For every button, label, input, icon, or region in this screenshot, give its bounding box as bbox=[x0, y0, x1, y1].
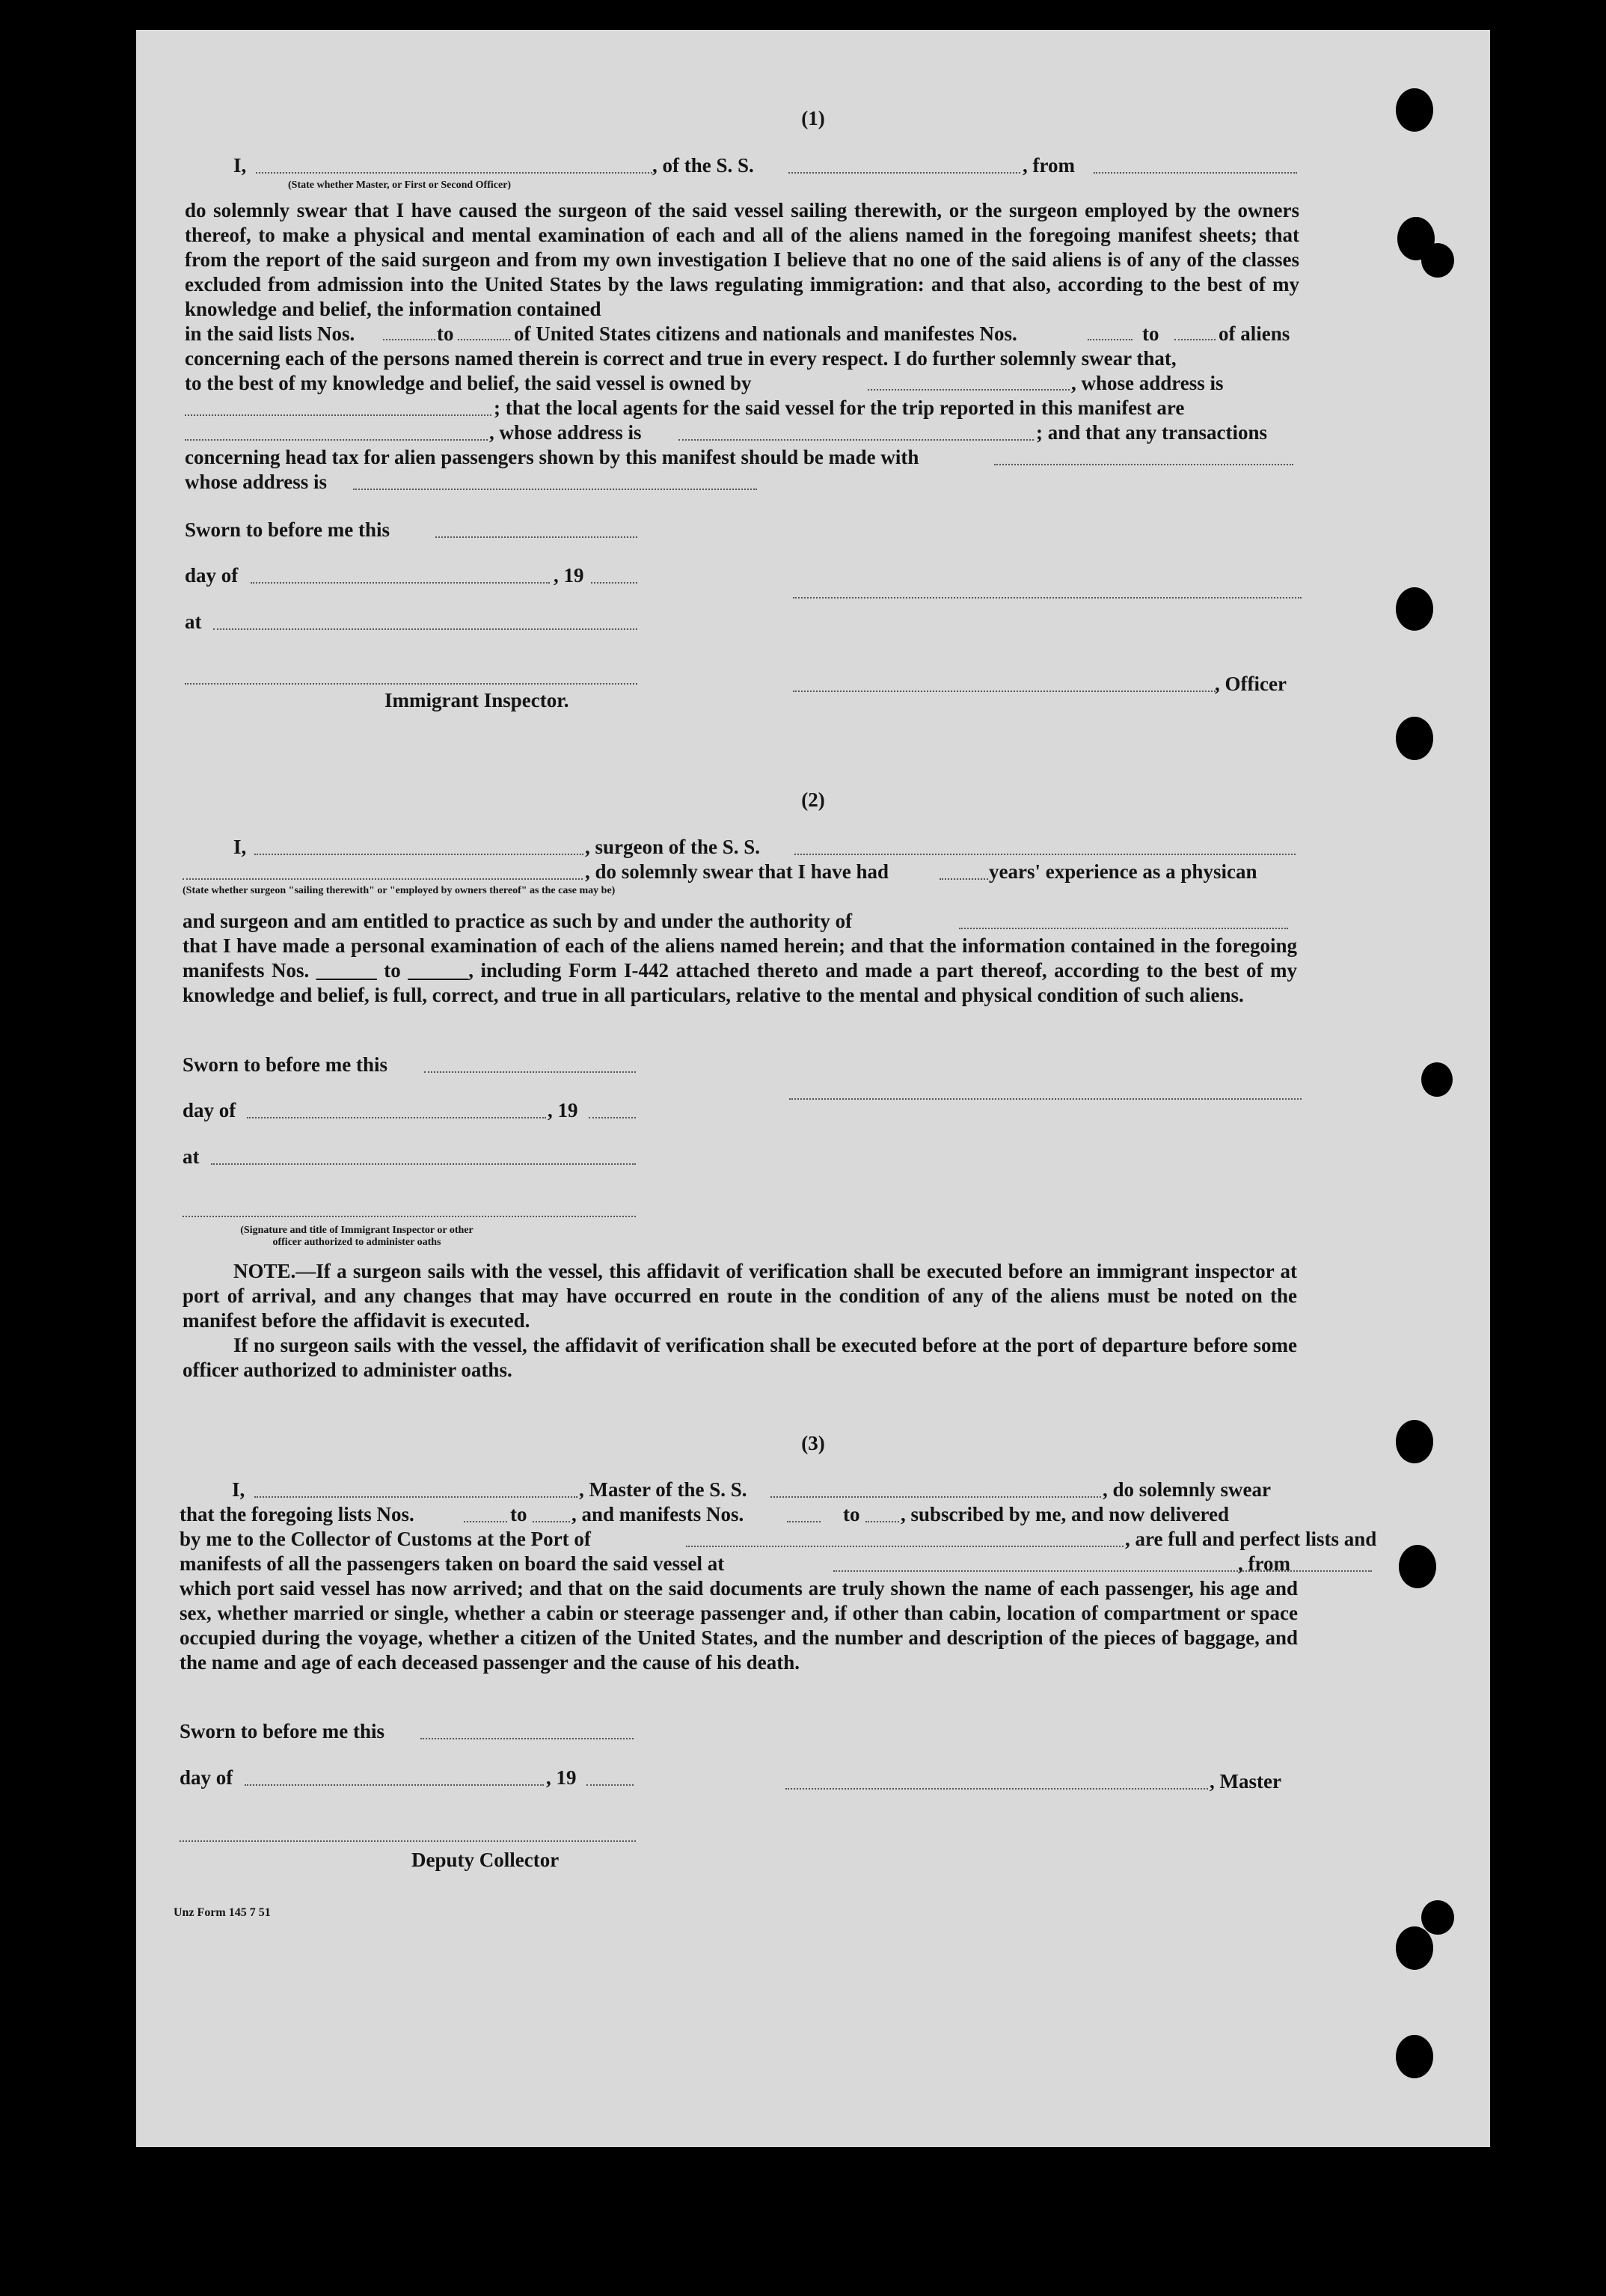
s1-body-b: concerning each of the persons named therein is correct and true in every respect. I do further solemnly swear that, bbox=[185, 347, 1177, 370]
s1-from-field[interactable] bbox=[1094, 172, 1297, 174]
s3-line2-b: to bbox=[510, 1503, 527, 1525]
s1-agents-field[interactable] bbox=[185, 439, 488, 441]
s2-sworn-field[interactable] bbox=[424, 1071, 636, 1073]
binder-hole bbox=[1399, 1545, 1436, 1588]
s2-years-field[interactable] bbox=[940, 878, 988, 880]
s2-line2-a: , do solemnly swear that I have had bbox=[585, 860, 889, 883]
s1-headtax-line: concerning head tax for alien passengers shown by this manifest should be made with bbox=[185, 446, 919, 468]
s1-lists-to-field[interactable] bbox=[458, 339, 510, 340]
s1-day-field[interactable] bbox=[251, 582, 550, 584]
s2-vessel-name-field[interactable] bbox=[794, 854, 1296, 855]
s2-sig-note: (Signature and title of Immigrant Inspector or other officer authorized to administer oaths bbox=[240, 1225, 473, 1248]
s2-sworn-label: Sworn to before me this bbox=[183, 1053, 387, 1076]
s1-agents-line: ; that the local agents for the said vessel for the trip reported in this manifest are bbox=[494, 397, 1185, 419]
s1-lists-e: of aliens bbox=[1219, 322, 1290, 345]
s3-lists-to-field[interactable] bbox=[533, 1521, 570, 1522]
s2-day-field[interactable] bbox=[247, 1117, 546, 1118]
s3-line3-a: by me to the Collector of Customs at the Port of bbox=[180, 1528, 591, 1550]
s2-line2-b: years' experience as a physican bbox=[989, 860, 1257, 883]
s1-headtax-field[interactable] bbox=[994, 464, 1293, 465]
s2-body: that I have made a personal examination of each of the aliens named herein; and that the information contained in the foregoing manifests Nos. ______ to ______, including Form I-442 attached thereto and made a part thereof, according to the best of my knowledge and belief, is full, correct, and true in all particulars, relative to the mental and physical condition of such aliens. bbox=[183, 934, 1297, 1006]
s3-collector-label: Deputy Collector bbox=[411, 1849, 560, 1871]
s3-collector-sig-line[interactable] bbox=[180, 1840, 636, 1842]
s1-lists-c: of United States citizens and nationals and manifestes Nos. bbox=[514, 322, 1017, 345]
s1-inspector-label: Immigrant Inspector. bbox=[384, 689, 569, 711]
s1-year-label: , 19 bbox=[554, 564, 584, 587]
s1-lists-a: in the said lists Nos. bbox=[185, 322, 355, 345]
s3-sworn-label: Sworn to before me this bbox=[180, 1720, 384, 1742]
binder-hole bbox=[1396, 1420, 1433, 1463]
s1-of-ss-label: , of the S. S. bbox=[652, 154, 754, 177]
s3-vessel-name-field[interactable] bbox=[770, 1496, 1101, 1498]
s1-manifests-to-field[interactable] bbox=[1174, 339, 1216, 340]
binder-hole bbox=[1396, 2035, 1433, 2078]
s3-year-field[interactable] bbox=[586, 1784, 634, 1786]
binder-hole bbox=[1396, 1926, 1433, 1970]
form-id: Unz Form 145 7 51 bbox=[174, 1906, 271, 1919]
s1-agents-address-field[interactable] bbox=[678, 439, 1034, 441]
s2-at-field[interactable] bbox=[211, 1163, 636, 1165]
s3-day-field[interactable] bbox=[245, 1784, 544, 1786]
s1-sworn-field[interactable] bbox=[435, 536, 637, 538]
s2-inspector-sig-line[interactable] bbox=[183, 1216, 636, 1217]
s2-i-label: I, bbox=[233, 836, 247, 858]
s2-surgeon-name-field[interactable] bbox=[254, 854, 583, 855]
s3-line2-e: , subscribed by me, and now delivered bbox=[901, 1503, 1230, 1525]
s3-manifests-from-field[interactable] bbox=[787, 1521, 821, 1522]
s2-signature-line[interactable] bbox=[789, 1098, 1302, 1100]
s1-officer-sig-line[interactable] bbox=[793, 691, 1216, 692]
form-sheet bbox=[136, 30, 1490, 2147]
s3-master-name-field[interactable] bbox=[254, 1496, 577, 1498]
s1-officer-label: , Officer bbox=[1215, 673, 1287, 695]
s2-note1: NOTE.—If a surgeon sails with the vessel, this affidavit of verification shall be executed before an immigrant inspector at port of arrival, and any changes that may have occurred en route in the condition of any of the aliens must be noted on the manifest before the affidavit is executed. bbox=[183, 1260, 1297, 1332]
s3-line2-d: to bbox=[843, 1503, 860, 1525]
s2-surgeon-ss-label: , surgeon of the S. S. bbox=[585, 836, 761, 858]
s2-year-label: , 19 bbox=[548, 1099, 578, 1121]
s3-line2-c: , and manifests Nos. bbox=[571, 1503, 744, 1525]
section2-heading: (2) bbox=[801, 789, 825, 811]
s3-swear-label: , do solemnly swear bbox=[1103, 1478, 1271, 1501]
s3-port-field[interactable] bbox=[686, 1546, 1124, 1547]
section1-heading: (1) bbox=[801, 107, 825, 129]
s1-manifests-from-field[interactable] bbox=[1088, 339, 1133, 340]
s3-sworn-field[interactable] bbox=[420, 1738, 634, 1739]
binder-hole bbox=[1396, 587, 1433, 631]
s1-whose-address-field[interactable] bbox=[353, 489, 757, 490]
s2-authority-line: and surgeon and am entitled to practice as such by and under the authority of bbox=[183, 910, 853, 932]
binder-hole bbox=[1421, 1062, 1453, 1097]
s3-master-sig-label: , Master bbox=[1210, 1770, 1281, 1793]
binder-hole bbox=[1421, 243, 1454, 278]
s1-sworn-label: Sworn to before me this bbox=[185, 518, 390, 541]
s1-address-a: , whose address is bbox=[489, 421, 642, 444]
s3-line2-a: that the foregoing lists Nos. bbox=[180, 1503, 414, 1525]
s1-owned-b: , whose address is bbox=[1071, 372, 1224, 394]
s3-manifests-to-field[interactable] bbox=[865, 1521, 899, 1522]
s3-master-sig-line[interactable] bbox=[785, 1788, 1208, 1790]
s3-line3-b: , are full and perfect lists and bbox=[1125, 1528, 1377, 1550]
s2-at-label: at bbox=[183, 1145, 200, 1168]
s3-master-label: , Master of the S. S. bbox=[579, 1478, 747, 1501]
s1-whose-address: whose address is bbox=[185, 471, 328, 493]
binder-hole bbox=[1421, 1900, 1454, 1935]
s1-year-field[interactable] bbox=[591, 582, 637, 584]
s3-body: which port said vessel has now arrived; and that on the said documents are truly shown the name of each passenger, his age and sex, whether married or single, whether a cabin or steerage passenger and, if other than cabin, location of compartment or space occupied during the voyage, whether a citizen of the United States, and the number and description of the pieces of baggage, and the name and age of each deceased passenger and the cause of his death. bbox=[180, 1577, 1298, 1674]
s2-surgeon-type-field[interactable] bbox=[183, 878, 583, 880]
s1-lists-d: to bbox=[1142, 322, 1159, 345]
s2-day-of-label: day of bbox=[183, 1099, 236, 1121]
s3-embark-port-field[interactable] bbox=[833, 1570, 1372, 1572]
s1-i-label: I, bbox=[233, 154, 247, 177]
section3-heading: (3) bbox=[801, 1432, 825, 1454]
s3-i-label: I, bbox=[232, 1478, 245, 1501]
s1-lists-from-field[interactable] bbox=[383, 339, 435, 340]
s3-lists-from-field[interactable] bbox=[464, 1521, 507, 1522]
s1-day-of-label: day of bbox=[185, 564, 239, 587]
s1-inspector-sig-line[interactable] bbox=[185, 683, 637, 685]
s1-vessel-name-field[interactable] bbox=[788, 172, 1020, 174]
s3-line4-b: , from bbox=[1238, 1552, 1290, 1575]
s2-note2: If no surgeon sails with the vessel, the affidavit of verification shall be executed before at the port of departure before some officer authorized to administer oaths. bbox=[183, 1334, 1297, 1381]
s1-address-b: ; and that any transactions bbox=[1036, 421, 1268, 444]
s1-from-label: , from bbox=[1023, 154, 1075, 177]
s1-signature-line[interactable] bbox=[793, 597, 1302, 599]
s1-lists-b: to bbox=[437, 322, 454, 345]
s1-officer-note: (State whether Master, or First or Second Officer) bbox=[288, 180, 512, 191]
s1-body-a: do solemnly swear that I have caused the surgeon of the said vessel sailing therewith, or the surgeon employed by the owners thereof, to make a physical and mental examination of each and all of the aliens named in the foregoing manifest sheets; that from the report of the said surgeon and from my own investigation I believe that no one of the said aliens is of any of the classes excluded from admission into the United States by the laws regulating immigration: and that also, according to the best of my knowledge and belief, the information contained bbox=[185, 199, 1299, 320]
s1-owner-field[interactable] bbox=[868, 389, 1070, 391]
binder-hole bbox=[1396, 717, 1433, 760]
s2-authority-field[interactable] bbox=[959, 928, 1288, 929]
binder-hole bbox=[1396, 88, 1433, 132]
s3-year-label: , 19 bbox=[546, 1766, 577, 1789]
s1-owned-a: to the best of my knowledge and belief, the said vessel is owned by bbox=[185, 372, 752, 394]
s3-line4-a: manifests of all the passengers taken on board the said vessel at bbox=[180, 1552, 725, 1575]
s1-officer-name-field[interactable] bbox=[256, 172, 652, 174]
s1-at-field[interactable] bbox=[213, 628, 637, 630]
s2-surgeon-note: (State whether surgeon "sailing therewith" or "employed by owners thereof" as the case may be) bbox=[183, 885, 616, 896]
s1-at-label: at bbox=[185, 610, 202, 633]
s2-year-field[interactable] bbox=[589, 1117, 636, 1118]
s3-day-of-label: day of bbox=[180, 1766, 233, 1789]
s1-owner-address-field[interactable] bbox=[185, 414, 491, 416]
